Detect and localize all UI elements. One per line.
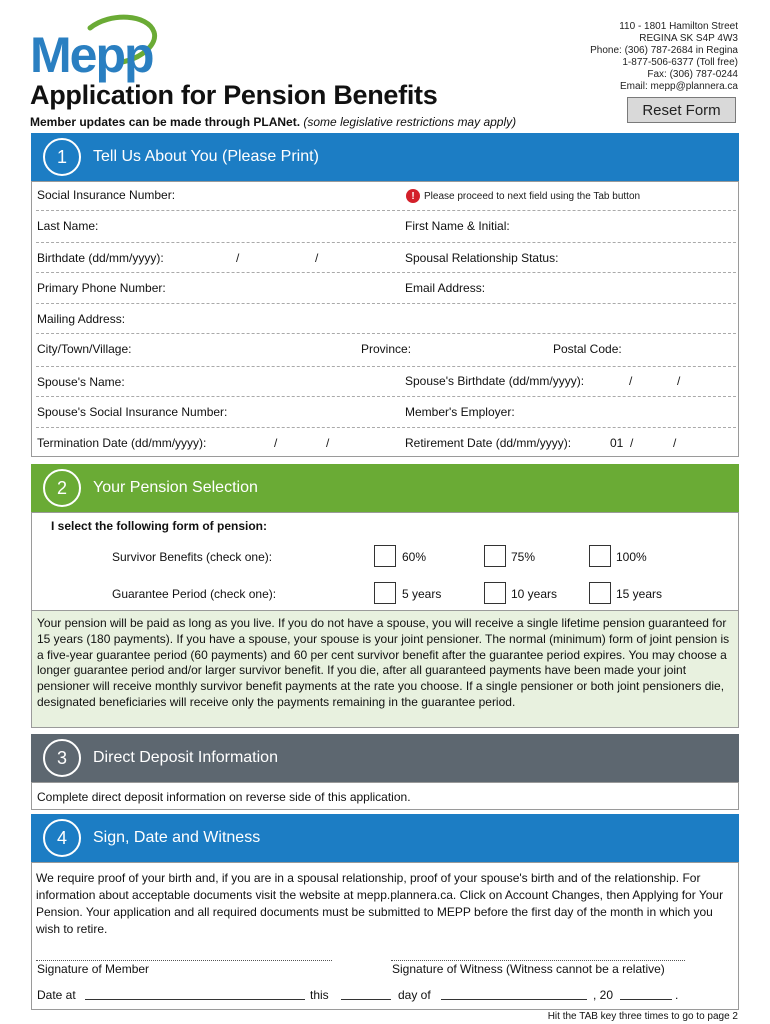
termination-date-field[interactable]: Termination Date (dd/mm/yyyy): xyxy=(37,436,207,450)
tab-instruction: Hit the TAB key three times to go to page 2 xyxy=(547,1011,738,1022)
tab-alert xyxy=(406,189,640,203)
section-title: Sign, Date and Witness xyxy=(93,829,261,846)
city-field[interactable]: City/Town/Village: xyxy=(37,342,132,356)
survivor-60-checkbox[interactable] xyxy=(374,545,396,567)
page-title: Application for Pension Benefits xyxy=(30,80,438,110)
pension-note: Your pension will be paid as long as you live. If you do not have a spouse, you will receive a single lifetime pension guaranteed for 15 years (180 payments). If you have a spouse, your spouse is your joint pensioner. The normal (minimum) form of joint pension is a five-year guarantee period (60 payments) and 60 per cent survivor benefit after the guarantee period expires. You may choose a longer guarantee period and/or larger survivor benefit. If you die, after all guaranteed payments have been made your joint pensioner will receive monthly survivor benefit payments at the rate you choose. If a single pensioner or both joint pensioners die, designated beneficiaries will receive only the payments remaining in the guarantee period. xyxy=(31,610,739,728)
section-title: Your Pension Selection xyxy=(93,479,258,496)
email-field[interactable]: Email Address: xyxy=(405,281,486,295)
guarantee-15-checkbox[interactable] xyxy=(589,582,611,604)
mepp-logo xyxy=(30,14,160,83)
guarantee-10-checkbox[interactable] xyxy=(484,582,506,604)
section-title: Tell Us About You (Please Print) xyxy=(93,148,319,165)
address-line: Phone: (306) 787-2684 in Regina xyxy=(590,45,738,56)
survivor-option-label: 60% xyxy=(402,550,427,564)
day-line[interactable] xyxy=(341,999,391,1000)
sin-field[interactable]: Social Insurance Number: xyxy=(37,188,176,202)
spousal-status-field[interactable]: Spousal Relationship Status: xyxy=(405,251,559,265)
divider xyxy=(36,333,736,334)
retirement-date-field[interactable]: Retirement Date (dd/mm/yyyy): xyxy=(405,436,572,450)
date-separator: / xyxy=(326,436,330,450)
pension-intro: I select the following form of pension: xyxy=(51,519,268,533)
first-name-field[interactable]: First Name & Initial: xyxy=(405,219,510,233)
address-line: 110 - 1801 Hamilton Street xyxy=(619,21,738,32)
address-line: REGINA SK S4P 4W3 xyxy=(639,33,738,44)
guarantee-option-label: 15 years xyxy=(616,587,663,601)
date-separator: / xyxy=(274,436,278,450)
divider xyxy=(36,303,736,304)
birthdate-field[interactable]: Birthdate (dd/mm/yyyy): xyxy=(37,251,164,265)
proof-paragraph: We require proof of your birth and, if you are in a spousal relationship, proof of your spouse's birth and of the relationship. For information about acceptable documents visit the website at mepp.plannera.ca. Click on Account Changes, then Applying for Your Pension. Your application and all required documents must be submitted to MEPP before the first day of the month in which you wish to retire. xyxy=(36,871,724,936)
logo-text: Mepp xyxy=(30,27,153,83)
guarantee-5-checkbox[interactable] xyxy=(374,582,396,604)
section-number: 4 xyxy=(43,819,81,857)
address-line: Fax: (306) 787-0244 xyxy=(647,69,738,80)
divider xyxy=(36,396,736,397)
survivor-option-label: 75% xyxy=(511,550,536,564)
spouse-sin-field[interactable]: Spouse's Social Insurance Number: xyxy=(37,405,228,419)
address-line: Email: mepp@plannera.ca xyxy=(620,81,738,92)
postal-code-field[interactable]: Postal Code: xyxy=(553,342,622,356)
divider xyxy=(36,427,736,428)
section-number: 1 xyxy=(43,138,81,176)
employer-field[interactable]: Member's Employer: xyxy=(405,405,515,419)
date-separator: / xyxy=(677,374,681,388)
member-signature-label: Signature of Member xyxy=(37,962,150,976)
section-4-header xyxy=(31,814,739,862)
witness-signature-line[interactable] xyxy=(391,960,685,961)
year-prefix: , 20 xyxy=(593,988,614,1002)
direct-deposit-note: Complete direct deposit information on reverse side of this application. xyxy=(37,790,411,804)
date-separator: / xyxy=(630,436,634,450)
date-at-label: Date at xyxy=(37,988,76,1002)
subtitle-italic: (some legislative restrictions may apply) xyxy=(303,115,517,129)
date-separator: / xyxy=(315,251,319,265)
date-at-line[interactable] xyxy=(85,999,305,1000)
spouse-name-field[interactable]: Spouse's Name: xyxy=(37,375,125,389)
section-3-header xyxy=(31,734,739,782)
reset-form-button[interactable]: Reset Form xyxy=(627,97,736,123)
alert-text: Please proceed to next field using the Tab button xyxy=(424,190,641,202)
guarantee-option-label: 5 years xyxy=(402,587,442,601)
last-name-field[interactable]: Last Name: xyxy=(37,219,99,233)
member-signature-line[interactable] xyxy=(36,960,332,961)
alert-icon: ! xyxy=(406,189,420,203)
survivor-benefits-label: Survivor Benefits (check one): xyxy=(112,550,273,564)
contact-address xyxy=(590,21,738,93)
divider xyxy=(36,272,736,273)
section-number: 3 xyxy=(43,739,81,777)
witness-signature-label: Signature of Witness (Witness cannot be a relative) xyxy=(392,962,665,976)
retirement-day-value[interactable]: 01 xyxy=(610,436,624,450)
period: . xyxy=(675,988,679,1002)
section-1-header xyxy=(31,133,739,181)
this-label: this xyxy=(310,988,329,1002)
guarantee-period-label: Guarantee Period (check one): xyxy=(112,587,277,601)
month-line[interactable] xyxy=(441,999,587,1000)
subtitle-bold: Member updates can be made through PLANet. xyxy=(30,115,301,129)
section-number: 2 xyxy=(43,469,81,507)
date-separator: / xyxy=(673,436,677,450)
mailing-address-field[interactable]: Mailing Address: xyxy=(37,312,126,326)
section-title: Direct Deposit Information xyxy=(93,749,278,766)
province-field[interactable]: Province: xyxy=(361,342,412,356)
survivor-100-checkbox[interactable] xyxy=(589,545,611,567)
date-separator: / xyxy=(629,374,633,388)
survivor-75-checkbox[interactable] xyxy=(484,545,506,567)
year-line[interactable] xyxy=(620,999,672,1000)
address-line: 1-877-506-6377 (Toll free) xyxy=(622,57,738,68)
section-2-header xyxy=(31,464,739,512)
spouse-birthdate-field[interactable]: Spouse's Birthdate (dd/mm/yyyy): xyxy=(405,374,585,388)
survivor-option-label: 100% xyxy=(616,550,647,564)
divider xyxy=(36,210,736,211)
divider xyxy=(36,366,736,367)
date-separator: / xyxy=(236,251,240,265)
guarantee-option-label: 10 years xyxy=(511,587,558,601)
divider xyxy=(36,242,736,243)
phone-field[interactable]: Primary Phone Number: xyxy=(37,281,166,295)
day-of-label: day of xyxy=(398,988,431,1002)
page-subtitle xyxy=(30,115,516,129)
